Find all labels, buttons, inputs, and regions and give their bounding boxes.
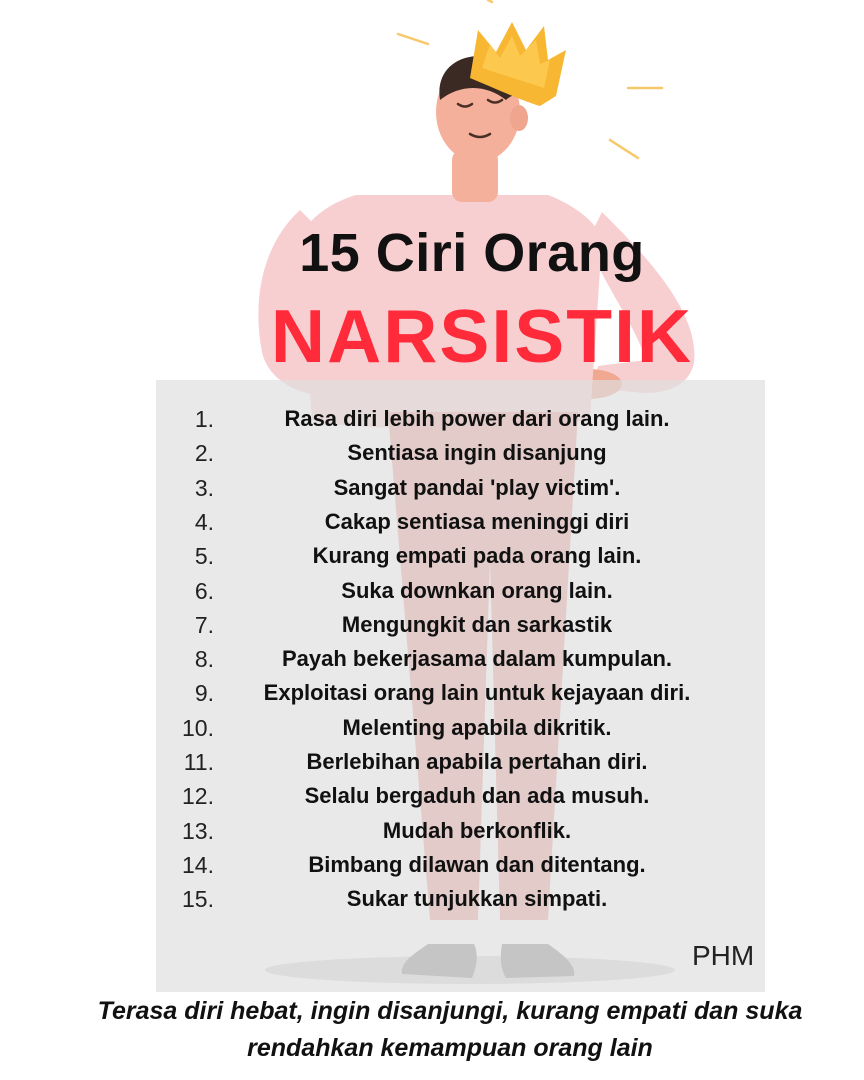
ear — [510, 105, 528, 131]
list-item-number: 5. — [194, 543, 214, 570]
list-item — [0, 644, 864, 678]
author-signature: PHM — [692, 940, 755, 971]
list-item — [0, 850, 864, 884]
list-item — [0, 404, 864, 438]
list-item-number: 8. — [194, 646, 214, 673]
list-item-text: Cakap sentiasa meninggi diri — [324, 508, 630, 534]
list-item — [0, 473, 864, 507]
list-item-text: Bimbang dilawan dan ditentang. — [308, 851, 646, 877]
list-item-number: 2. — [194, 440, 214, 467]
list-item-text: Rasa diri lebih power dari orang lain. — [284, 406, 670, 431]
list-item-number: 11. — [183, 749, 214, 775]
list-item — [0, 507, 864, 541]
list-item-text: Berlebihan apabila pertahan diri. — [306, 749, 648, 774]
list-item-text: Kurang empati pada orang lain. — [312, 543, 642, 569]
list-item-number: 7. — [194, 611, 214, 638]
list-item-number: 4. — [194, 508, 214, 535]
list-item-number: 6. — [194, 577, 214, 604]
caption-line-1: Terasa diri hebat, ingin disanjungi, kurang empati dan suka — [97, 997, 803, 1025]
title-line-2: NARSISTIK — [270, 294, 694, 378]
list-item-number: 12. — [182, 783, 214, 810]
list-item-text: Payah bekerjasama dalam kumpulan. — [281, 646, 673, 672]
list-item — [0, 781, 864, 815]
list-item — [0, 884, 864, 918]
list-item-text: Mudah berkonflik. — [382, 817, 572, 843]
caption-line-2: rendahkan kemampuan orang lain — [247, 1034, 653, 1062]
list-item — [0, 747, 864, 781]
list-item-text: Mengungkit dan sarkastik — [341, 611, 613, 637]
list-item-text: Melenting apabila dikritik. — [342, 714, 612, 740]
list-item-text: Exploitasi orang lain untuk kejayaan diri. — [263, 680, 691, 706]
list-item-number: 3. — [194, 474, 214, 501]
list-item — [0, 678, 864, 712]
list-item-number: 15. — [182, 886, 214, 913]
list-item — [0, 610, 864, 644]
list-item-number: 10. — [182, 714, 214, 741]
list-item-number: 13. — [182, 817, 214, 844]
list-item — [0, 713, 864, 747]
list-item-number: 14. — [182, 851, 214, 878]
list-item-text: Sukar tunjukkan simpati. — [346, 886, 608, 912]
list-item — [0, 576, 864, 610]
title-line-1: 15 Ciri Orang — [299, 223, 645, 283]
list-item — [0, 816, 864, 850]
list-item-text: Suka downkan orang lain. — [341, 577, 613, 603]
list-item-number: 9. — [194, 680, 214, 707]
list-item-text: Sentiasa ingin disanjung — [347, 440, 607, 466]
caption — [40, 993, 860, 1067]
list-item-number: 1. — [194, 406, 214, 432]
list-item — [0, 438, 864, 472]
list-item-text: Selalu bergaduh dan ada musuh. — [304, 783, 650, 809]
list-item-text: Sangat pandai 'play victim'. — [333, 474, 621, 500]
list-item — [0, 541, 864, 575]
